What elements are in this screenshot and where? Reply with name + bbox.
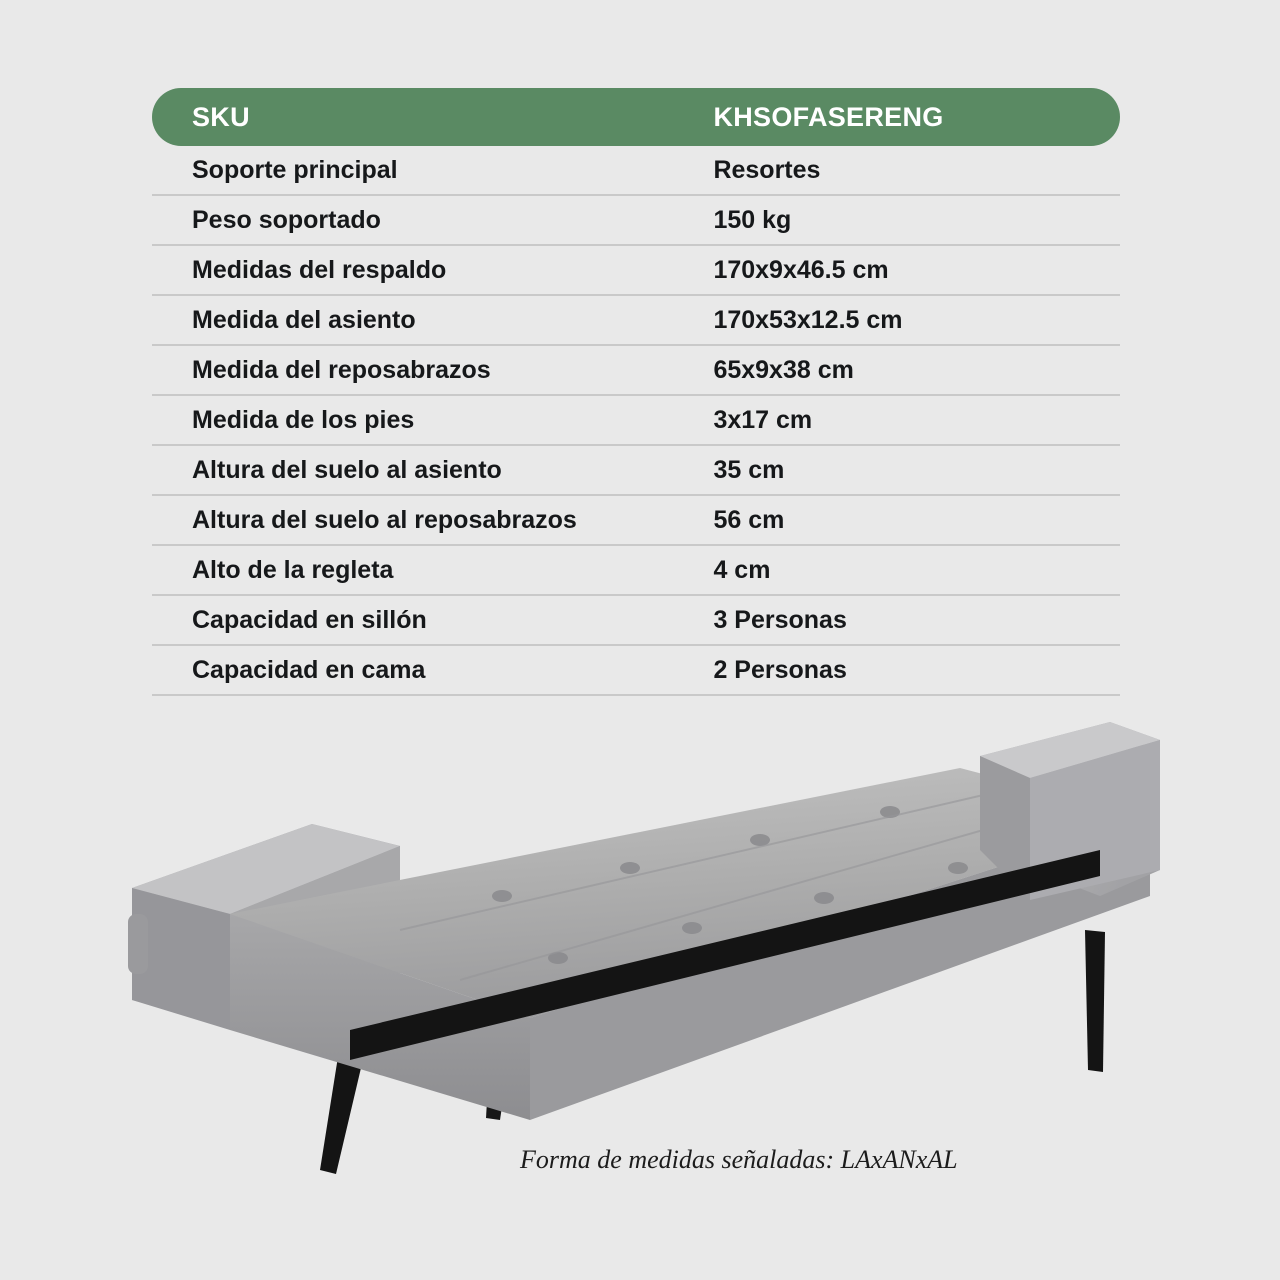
table-header-row bbox=[152, 88, 1120, 146]
table-row bbox=[152, 395, 1120, 445]
table-row bbox=[152, 295, 1120, 345]
table-row bbox=[152, 595, 1120, 645]
spec-value: 2 Personas bbox=[713, 645, 1120, 695]
spec-label: Medidas del respaldo bbox=[152, 245, 713, 295]
spec-label: Capacidad en cama bbox=[152, 645, 713, 695]
table-row bbox=[152, 645, 1120, 695]
spec-value: 170x53x12.5 cm bbox=[713, 295, 1120, 345]
table-row bbox=[152, 445, 1120, 495]
table-row bbox=[152, 195, 1120, 245]
table-row bbox=[152, 146, 1120, 195]
table-row bbox=[152, 545, 1120, 595]
spec-value: 56 cm bbox=[713, 495, 1120, 545]
spec-label: Altura del suelo al reposabrazos bbox=[152, 495, 713, 545]
header-label-sku: SKU bbox=[152, 88, 713, 146]
spec-label: Medida del asiento bbox=[152, 295, 713, 345]
spec-label: Capacidad en sillón bbox=[152, 595, 713, 645]
spec-label: Peso soportado bbox=[152, 195, 713, 245]
specs-table bbox=[152, 88, 1120, 696]
table-row bbox=[152, 245, 1120, 295]
spec-label: Soporte principal bbox=[152, 146, 713, 195]
spec-value: 4 cm bbox=[713, 545, 1120, 595]
spec-value: 3 Personas bbox=[713, 595, 1120, 645]
product-image-sofa-bed bbox=[100, 700, 1180, 1220]
spec-value: 65x9x38 cm bbox=[713, 345, 1120, 395]
spec-value: 3x17 cm bbox=[713, 395, 1120, 445]
header-value-sku: KHSOFASERENG bbox=[713, 88, 1120, 146]
spec-label: Medida de los pies bbox=[152, 395, 713, 445]
sofa-illustration bbox=[100, 700, 1180, 1220]
spec-value: 150 kg bbox=[713, 195, 1120, 245]
table-row bbox=[152, 495, 1120, 545]
spec-label: Altura del suelo al asiento bbox=[152, 445, 713, 495]
spec-value: 35 cm bbox=[713, 445, 1120, 495]
spec-label: Alto de la regleta bbox=[152, 545, 713, 595]
table-row bbox=[152, 345, 1120, 395]
spec-value: Resortes bbox=[713, 146, 1120, 195]
specification-sheet bbox=[152, 88, 1120, 696]
spec-value: 170x9x46.5 cm bbox=[713, 245, 1120, 295]
spec-label: Medida del reposabrazos bbox=[152, 345, 713, 395]
measurement-note: Forma de medidas señaladas: LAxANxAL bbox=[520, 1145, 958, 1174]
specs-table-body bbox=[152, 88, 1120, 695]
